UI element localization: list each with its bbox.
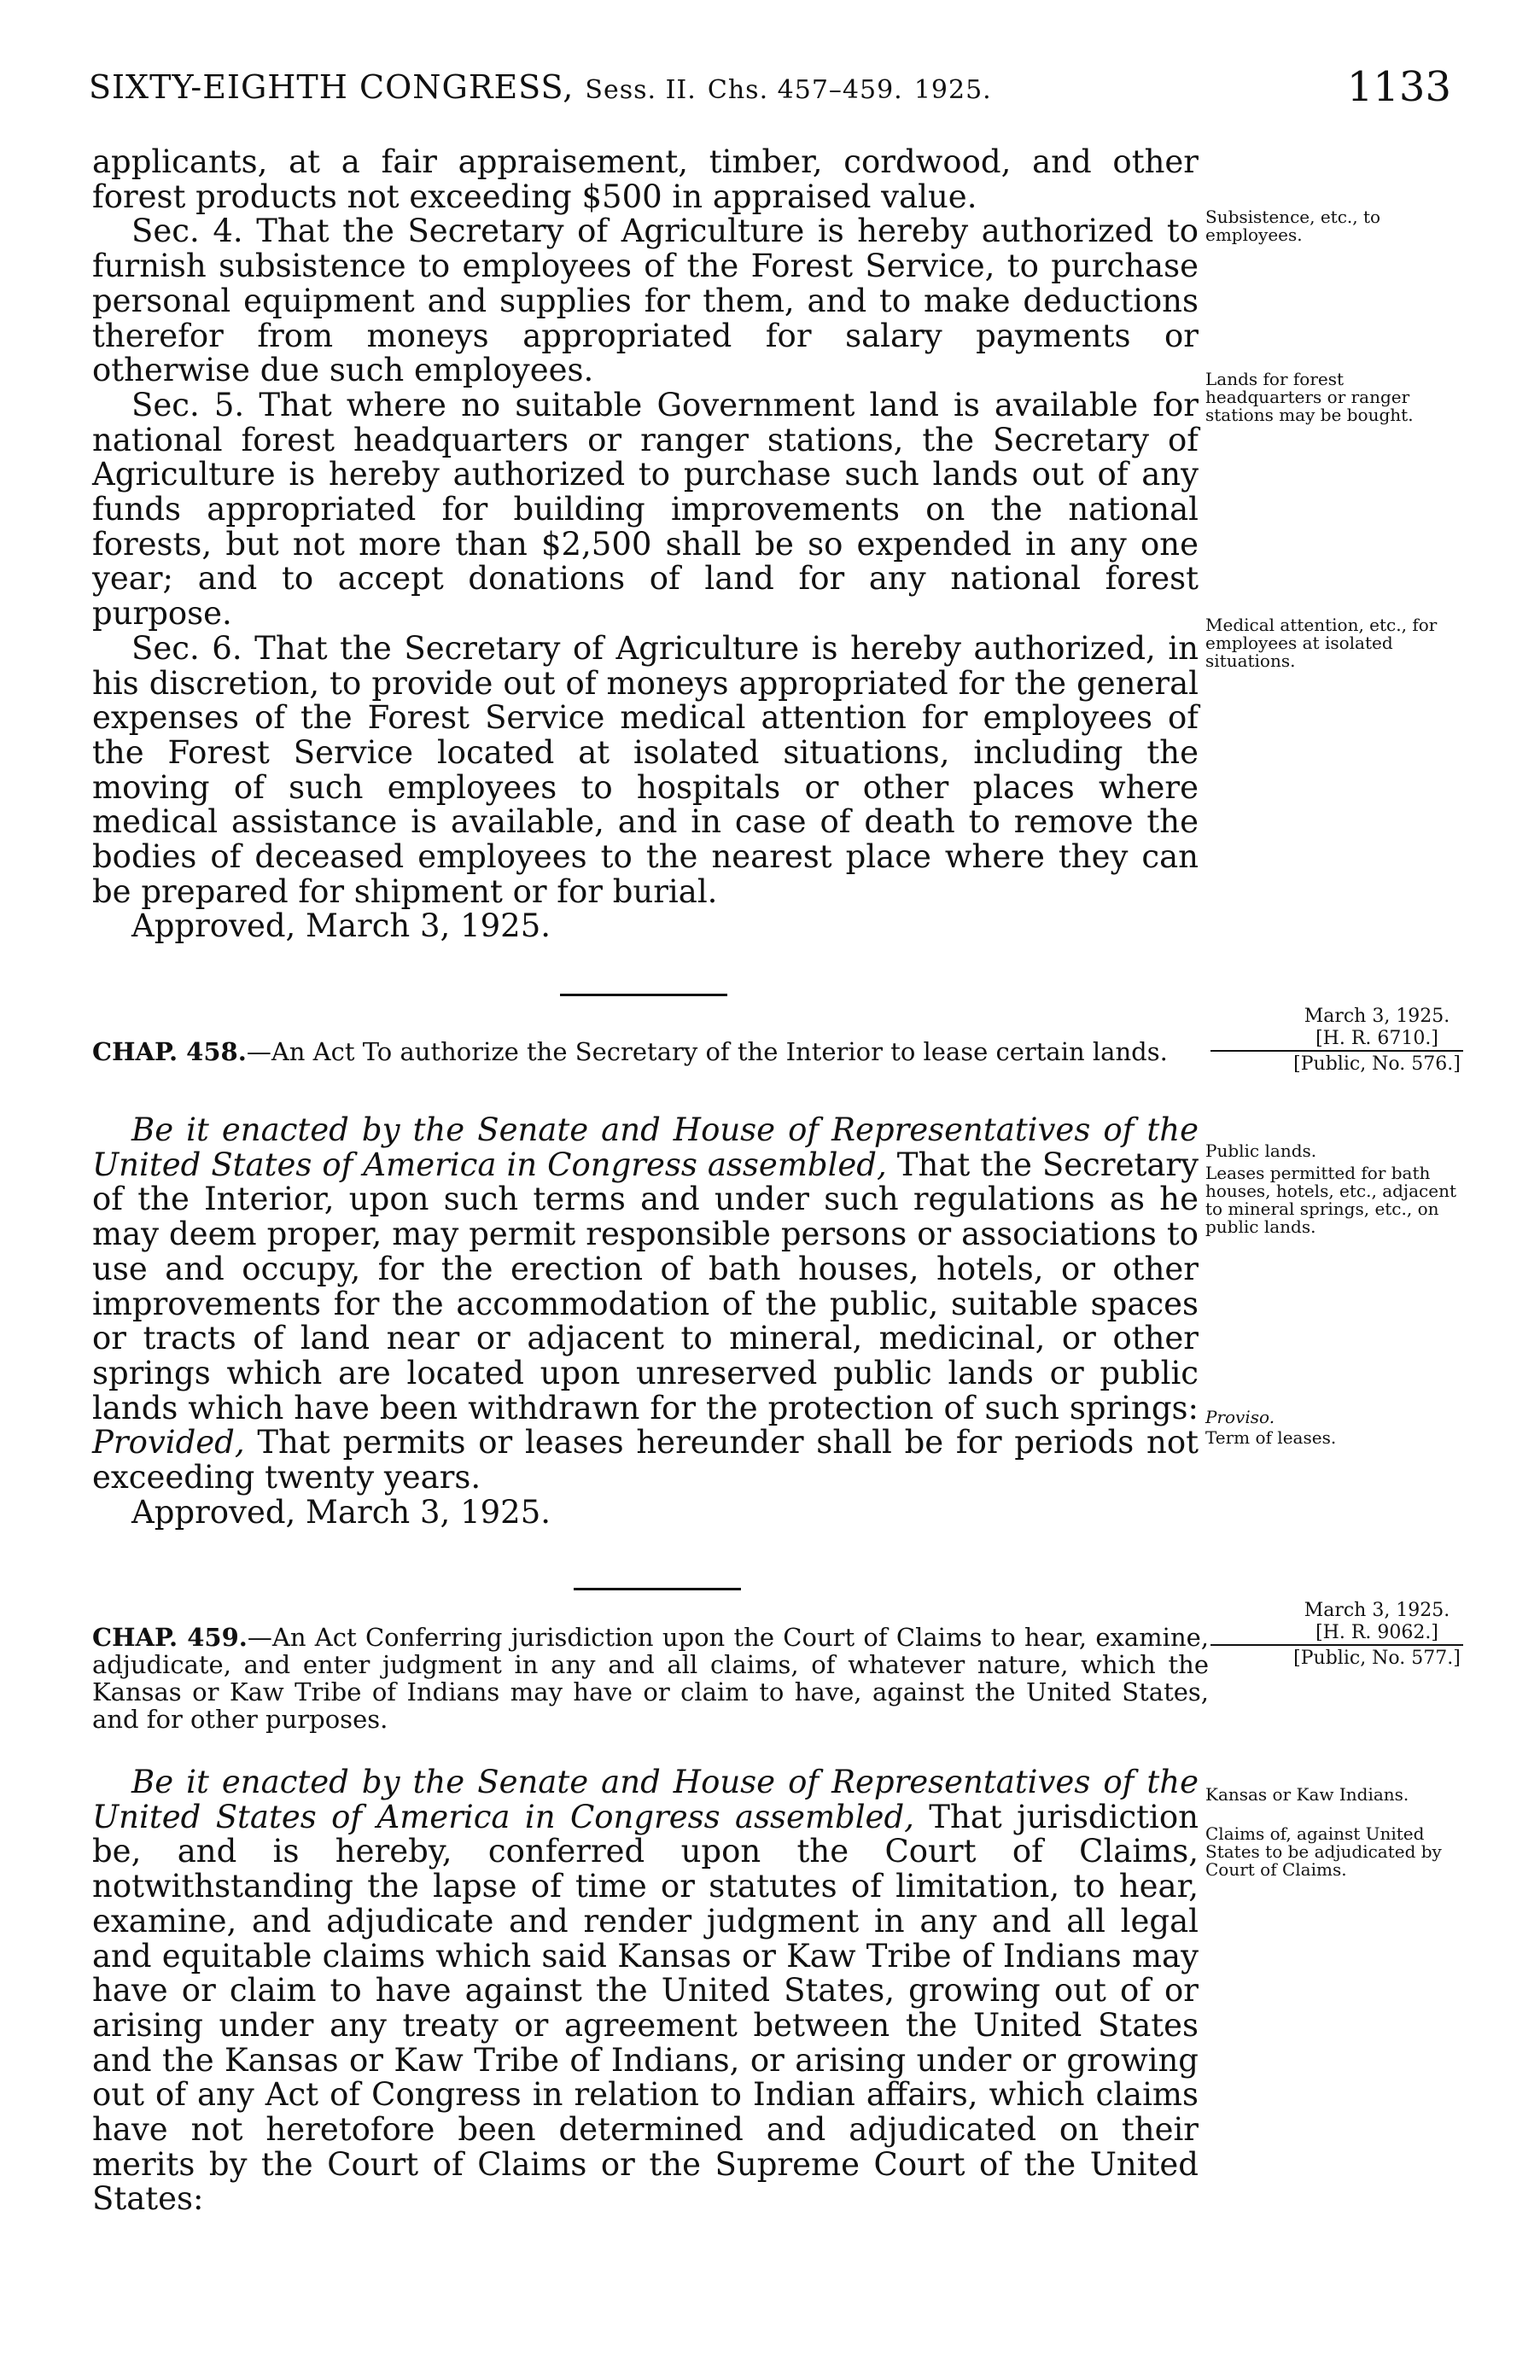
margin-note-term-of-leases: Term of leases. — [1205, 1427, 1337, 1448]
section-4: Sec. 4. That the Secretary of Agriculture is hereby authorized to furnish subsistence to employees of the Forest Service, to purchase personal equipment and supplies for them, and to make deductions therefor from moneys appropriated for salary payments or otherwise due such employees. — [92, 213, 1199, 389]
margin-note-claims: Claims of, against United States to be adjudicated by Court of Claims. — [1205, 1823, 1442, 1880]
margin-note-public-lands: Public lands. — [1205, 1140, 1317, 1161]
chap-458-date: March 3, 1925. — [1304, 1006, 1450, 1027]
chap-458-bill-number: [H. R. 6710.] — [1315, 1028, 1438, 1049]
chap-458-bill-rule — [1210, 1050, 1463, 1052]
chap-458-public-number: [Public, No. 576.] — [1293, 1053, 1461, 1075]
section-6: Sec. 6. That the Secretary of Agriculture is hereby authorized, in his discretion, to provide out of moneys appropriated for the general expenses of the Forest Service medical attention for employees of the Forest Service located at isolated situations, including the moving of such employees to hospitals or other places where medical assistance is available, and in case of death to remove the bodies of deceased employees to the nearest place where they can be prepared for shipment or for burial. — [92, 629, 1199, 910]
margin-note-leases: Leases permitted for bath houses, hotels, etc., adjacent to mineral springs, etc., on public lands. — [1205, 1163, 1457, 1237]
forest-service-sections — [92, 145, 1199, 944]
approved-date-chap-457: Approved, March 3, 1925. — [131, 907, 551, 945]
section-5: Sec. 5. That where no suitable Government land is available for national forest headquarters or ranger stations, the Secretary of Agriculture is hereby authorized to purchase such lands out of any funds appropriated for building improvements on the national forests, but not more than $2,500 shall be so expended in any one year; and to accept donations of land for any national forest purpose. — [92, 386, 1199, 633]
chap-459-title: —An Act Conferring jurisdiction upon the Court of Claims to hear, examine, adjudicate, and enter judgment in any and all claims, of whatever nature, which the Kansas or Kaw Tribe of Indians may have or claim to have, against the United States, and for other purposes. — [92, 1623, 1209, 1734]
chap-459-bill-reference — [1262, 1600, 1492, 1670]
chap-458-enacting-clause: Be it enacted by the Senate and House of Representatives of the United States of America in Congress assembled, — [92, 1111, 1199, 1183]
chap-459-bill-number: [H. R. 9062.] — [1315, 1622, 1438, 1643]
chap-459-body — [92, 1765, 1199, 2217]
chap-459-heading — [92, 1624, 1209, 1733]
section-divider-rule — [560, 994, 727, 996]
chap-458-body-text: That the Secretary of the Interior, upon such terms and under such regulations as he may deem proper, may permit responsible persons or associations to use and occupy, for the erection of bath houses, hotels, or other improvements for the accommodation of the public, suitable spaces or tracts of land near or adjacent to mineral, medicinal, or other springs which are located upon unreserved public lands or public lands which have been withdrawn for the protection of such springs: — [92, 1146, 1199, 1426]
section-3-continuation: applicants, at a fair appraisement, timber, cordwood, and other forest products not exceeding $500 in appraised value. — [92, 143, 1199, 215]
margin-note-subsistence: Subsistence, etc., to employees. — [1205, 207, 1381, 245]
chap-459-body-text: That jurisdiction be, and is hereby, conferred upon the Court of Claims, notwithstanding the lapse of time or statutes of limitation, to hear, examine, and adjudicate and render judgment in any and all legal and equitable claims which said Kansas or Kaw Tribe of Indians may have or claim to have against the United States, growing out of or arising under any treaty or agreement between the United States and the Kansas or Kaw Tribe of Indians, or arising under or growing out of any Act of Congress in relation to Indian affairs, which claims have not heretofore been determined and adjudicated on their merits by the Court of Claims or the Supreme Court of the United States: — [92, 1798, 1199, 2218]
margin-note-proviso: Proviso. — [1205, 1407, 1275, 1427]
chap-458-provided: Provided, — [92, 1424, 245, 1461]
section-divider-rule-2 — [574, 1588, 741, 1590]
header-session: Sess. II. — [585, 75, 697, 105]
margin-note-lands: Lands for forest headquarters or ranger stations may be bought. — [1205, 369, 1414, 425]
chap-458-body — [92, 1113, 1199, 1530]
page-number: 1133 — [1346, 63, 1451, 111]
chap-459-bill-rule — [1210, 1644, 1463, 1646]
header-year: 1925. — [913, 75, 992, 105]
header-chapters: Chs. 457–459. — [707, 75, 903, 105]
margin-note-medical: Medical attention, etc., for employees at isolated situations. — [1205, 615, 1438, 671]
header-congress: SIXTY-EIGHTH CONGRESS, — [89, 68, 575, 106]
margin-note-kansas: Kansas or Kaw Indians. — [1205, 1784, 1409, 1805]
chap-458-body-text-2: That permits or leases hereunder shall be for periods not exceeding twenty years. — [92, 1424, 1199, 1496]
chap-459-label: CHAP. 459. — [92, 1623, 248, 1652]
chap-458-title: —An Act To authorize the Secretary of the Interior to lease certain lands. — [246, 1037, 1168, 1066]
chap-459-date: March 3, 1925. — [1304, 1600, 1450, 1621]
chap-458-text — [92, 1113, 1199, 1496]
chap-458-label: CHAP. 458. — [92, 1037, 247, 1066]
chap-459-public-number: [Public, No. 577.] — [1293, 1648, 1461, 1669]
chap-458-bill-reference — [1262, 1006, 1492, 1076]
chap-459-enacting-clause: Be it enacted by the Senate and House of Representatives of the United States of America in Congress assembled, — [92, 1764, 1199, 1835]
chap-458-heading — [92, 1038, 1209, 1065]
running-header — [89, 63, 1451, 120]
approved-date-chap-458: Approved, March 3, 1925. — [131, 1493, 551, 1531]
header-title — [89, 68, 992, 106]
chap-459-text — [92, 1765, 1199, 2217]
